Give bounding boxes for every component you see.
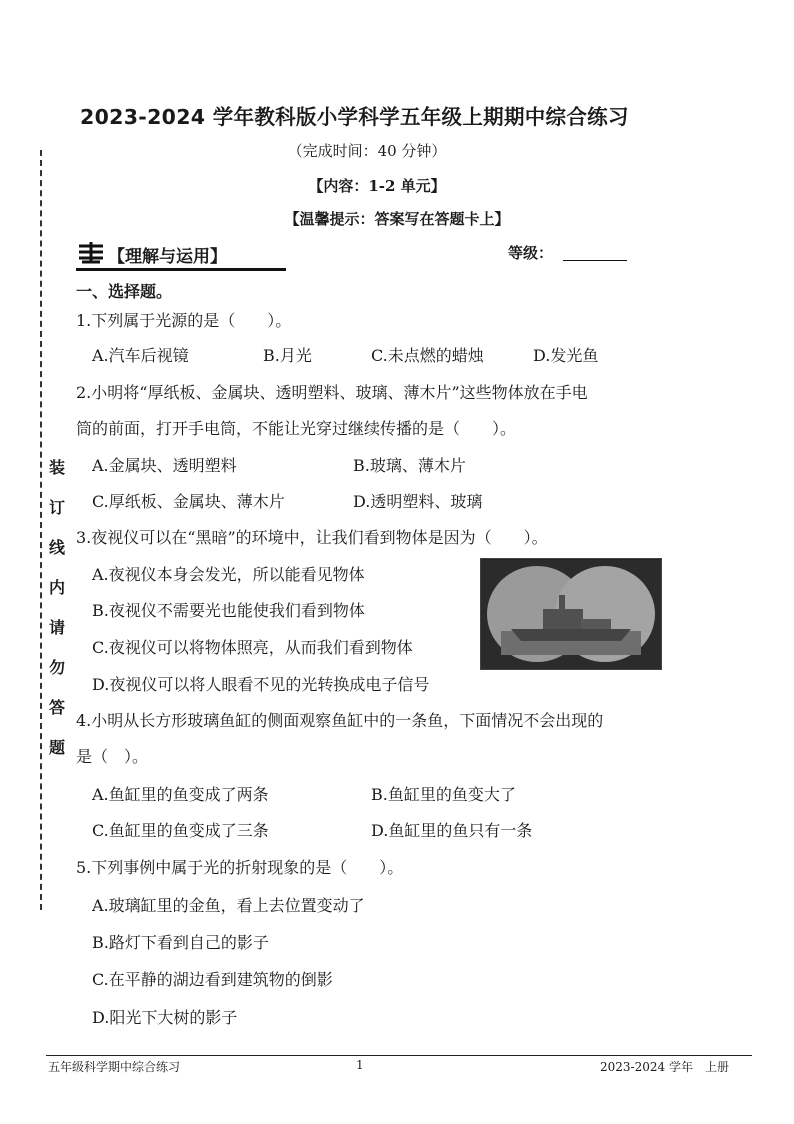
footer-right: 2023-2024 学年 上册 xyxy=(600,1060,729,1074)
question-2-option-c: C.厚纸板、金属块、薄木片 xyxy=(92,492,285,511)
binding-char: 答 xyxy=(48,698,65,717)
grade-blank[interactable] xyxy=(563,260,627,261)
question-3-option-a: A.夜视仪本身会发光，所以能看见物体 xyxy=(92,565,365,584)
section-title: 【理解与运用】 xyxy=(108,247,227,267)
page-number: 1 xyxy=(356,1058,364,1072)
question-4-stem-line1: 4.小明从长方形玻璃鱼缸的侧面观察鱼缸中的一条鱼，下面情况不会出现的 xyxy=(76,711,604,730)
question-5-option-a: A.玻璃缸里的金鱼，看上去位置变动了 xyxy=(92,896,365,915)
question-3-option-b: B.夜视仪不需要光也能使我们看到物体 xyxy=(92,601,365,620)
question-2-stem-line2: 筒的前面，打开手电筒，不能让光穿过继续传播的是（ ）。 xyxy=(76,419,517,438)
question-5-stem: 5.下列事例中属于光的折射现象的是（ ）。 xyxy=(76,858,404,877)
question-5-option-c: C.在平静的湖边看到建筑物的倒影 xyxy=(92,970,333,989)
binding-char: 请 xyxy=(48,618,65,637)
question-2-option-a: A.金属块、透明塑料 xyxy=(92,456,237,475)
question-1-stem: 1.下列属于光源的是（ ）。 xyxy=(76,311,292,330)
binding-char: 题 xyxy=(48,738,65,757)
exam-title: 2023-2024 学年教科版小学科学五年级上期期中综合练习 xyxy=(80,105,629,129)
section-header xyxy=(76,238,286,271)
binding-char: 勿 xyxy=(48,658,65,677)
binding-char: 订 xyxy=(48,498,65,517)
question-4-option-c: C.鱼缸里的鱼变成了三条 xyxy=(92,821,269,840)
question-4-option-d: D.鱼缸里的鱼只有一条 xyxy=(371,821,533,840)
completion-time: （完成时间：40 分钟） xyxy=(287,142,447,160)
part-heading: 一、选择题。 xyxy=(76,282,173,301)
binding-notice xyxy=(46,448,68,768)
binding-char: 内 xyxy=(48,578,65,597)
question-4-stem-line2: 是（ ）。 xyxy=(76,747,149,766)
grade-label: 等级： xyxy=(508,244,554,262)
binding-char: 线 xyxy=(48,538,65,557)
footer-left: 五年级科学期中综合练习 xyxy=(48,1060,181,1074)
question-2-option-b: B.玻璃、薄木片 xyxy=(353,456,466,475)
question-1-option-c: C.未点燃的蜡烛 xyxy=(371,346,484,365)
question-5-option-d: D.阳光下大树的影子 xyxy=(92,1008,238,1027)
footer-rule xyxy=(46,1055,752,1056)
question-4-option-b: B.鱼缸里的鱼变大了 xyxy=(371,785,516,804)
binding-line xyxy=(40,150,42,910)
night-vision-photo xyxy=(480,558,662,670)
book-stack-icon xyxy=(76,240,106,266)
question-3-stem: 3.夜视仪可以在“黑暗”的环境中，让我们看到物体是因为（ ）。 xyxy=(76,528,548,547)
binding-char: 装 xyxy=(48,458,65,477)
question-1-option-b: B.月光 xyxy=(263,346,312,365)
question-5-option-b: B.路灯下看到自己的影子 xyxy=(92,933,269,952)
exam-content: 【内容：1-2 单元】 xyxy=(308,177,446,195)
question-1-option-a: A.汽车后视镜 xyxy=(92,346,189,365)
question-3-option-d: D.夜视仪可以将人眼看不见的光转换成电子信号 xyxy=(92,675,430,694)
question-2-option-d: D.透明塑料、玻璃 xyxy=(353,492,483,511)
question-4-option-a: A.鱼缸里的鱼变成了两条 xyxy=(92,785,269,804)
question-3-option-c: C.夜视仪可以将物体照亮，从而我们看到物体 xyxy=(92,638,413,657)
exam-tip: 【温馨提示：答案写在答题卡上】 xyxy=(284,210,510,228)
question-1-option-d: D.发光鱼 xyxy=(533,346,599,365)
question-2-stem-line1: 2.小明将“厚纸板、金属块、透明塑料、玻璃、薄木片”这些物体放在手电 xyxy=(76,383,588,402)
